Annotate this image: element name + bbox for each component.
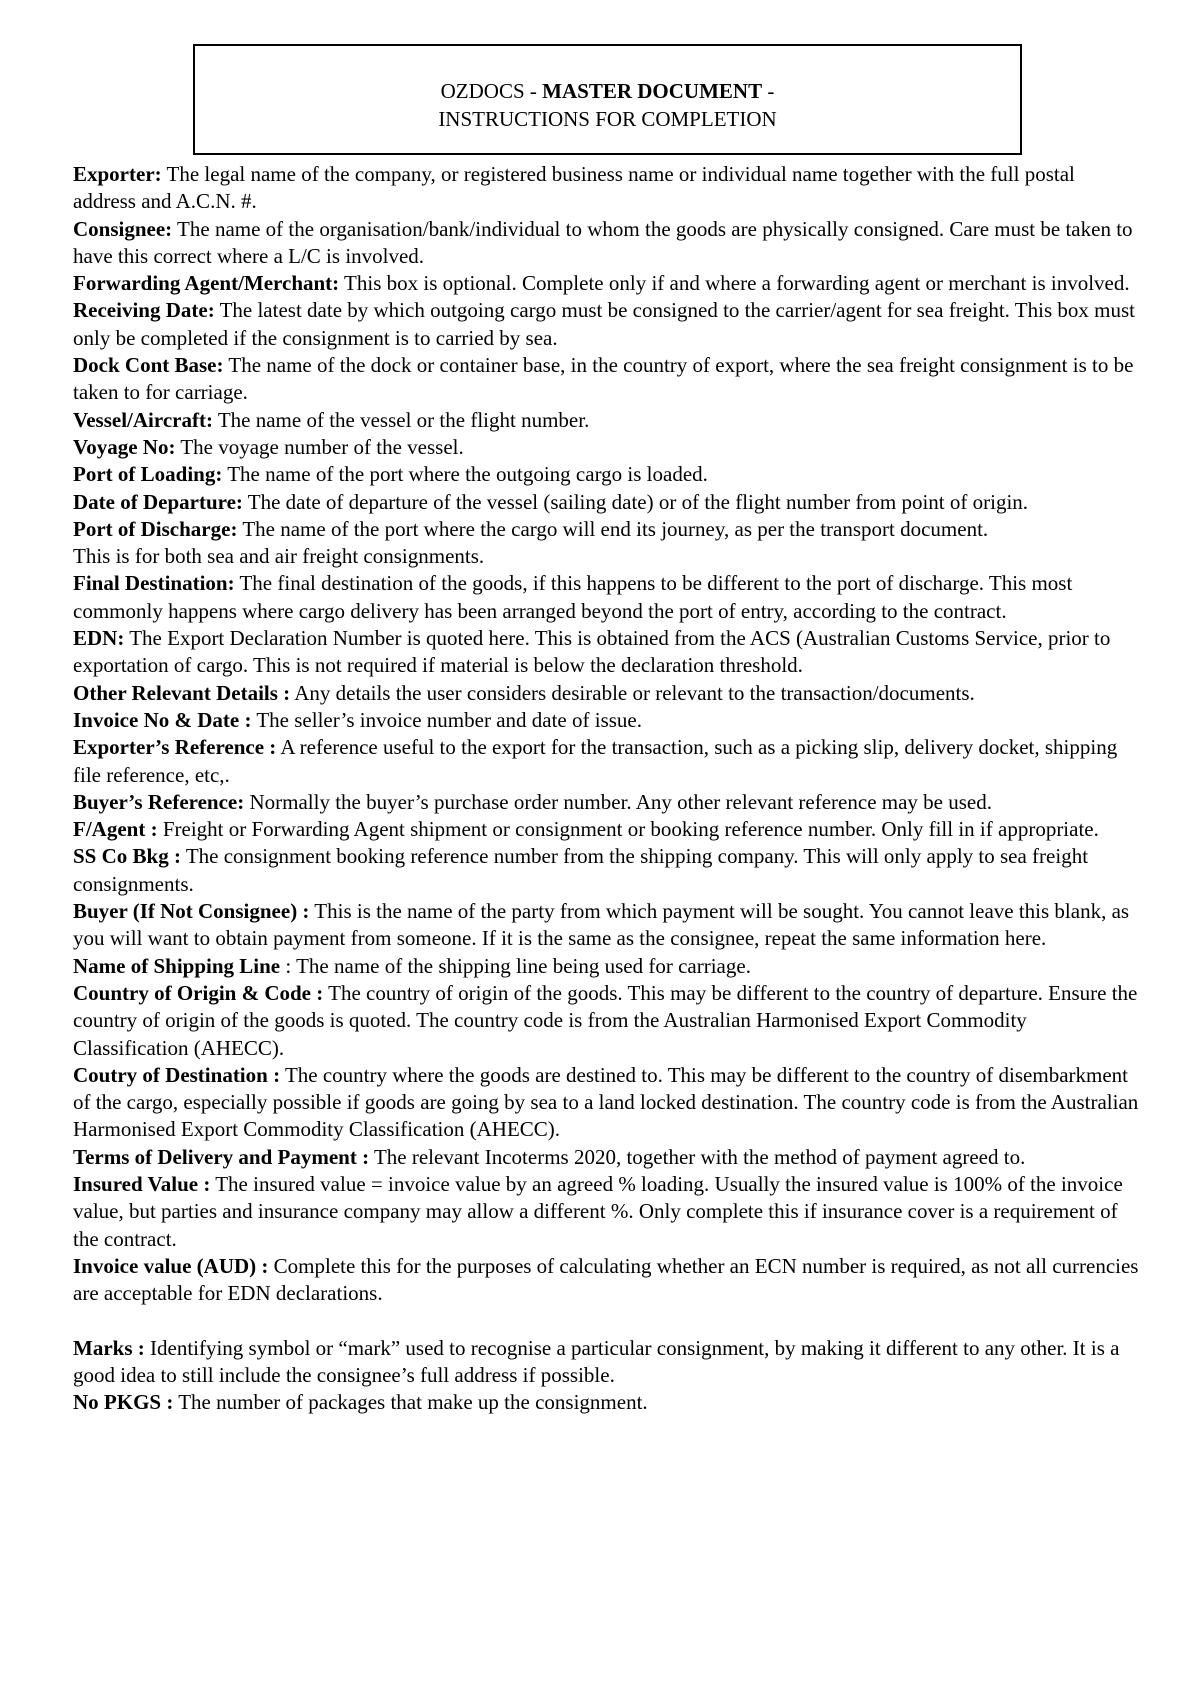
entry-term: Final Destination:: [73, 571, 235, 596]
instruction-entry: [73, 1389, 1143, 1416]
entry-term: Exporter:: [73, 162, 162, 186]
entry-description: The number of packages that make up the consignment.: [173, 1390, 648, 1415]
entry-term: Invoice value (AUD) :: [73, 1253, 269, 1278]
entry-term: Port of Discharge:: [73, 516, 238, 541]
entry-term: Port of Loading:: [73, 462, 223, 487]
title-line-2: INSTRUCTIONS FOR COMPLETION: [438, 107, 777, 131]
entry-term: Coutry of Destination :: [73, 1062, 281, 1087]
entry-term: Buyer (If Not Consignee) :: [73, 899, 310, 924]
entry-description: Normally the buyer’s purchase order number. Any other relevant reference may be used.: [244, 789, 992, 814]
instruction-entry: [73, 216, 1143, 271]
entry-term: Receiving Date:: [73, 298, 215, 323]
entry-term: Exporter’s Reference :: [73, 735, 277, 760]
instruction-entry: [73, 734, 1143, 789]
instruction-entry: [73, 898, 1143, 953]
blank-line: [73, 1307, 1143, 1334]
instruction-entry: [73, 980, 1143, 1062]
entry-term: Forwarding Agent/Merchant:: [73, 271, 340, 296]
instruction-entry: [73, 1144, 1143, 1171]
entry-term: Dock Cont Base:: [73, 353, 224, 378]
instruction-entry: [73, 789, 1143, 816]
instruction-entry: [73, 270, 1143, 297]
entry-term: SS Co Bkg :: [73, 844, 181, 869]
entry-description: This is for both sea and air freight consignments.: [73, 544, 485, 569]
instruction-entry: [73, 543, 1143, 570]
entry-description: The name of the vessel or the flight number.: [212, 407, 590, 432]
entry-description: The final destination of the goods, if this happens to be different to the port of discharge. This most commonly happens where cargo delivery has been arranged beyond the port of entry, according to the contract.: [73, 571, 1073, 623]
instruction-entry: [73, 297, 1143, 352]
instruction-entry: [73, 461, 1143, 488]
entry-description: The country where the goods are destined to. This may be different to the country of disembarkment of the cargo, especially possible if goods are going by sea to a land locked destination. The country code is from the Australian Harmonised Export Commodity Classification (AHECC).: [73, 1062, 1139, 1142]
entry-term: F/Agent :: [73, 817, 158, 842]
entry-description: This box is optional. Complete only if and where a forwarding agent or merchant is involved.: [339, 271, 1130, 296]
entry-term: Insured Value :: [73, 1171, 211, 1196]
instruction-entry: [73, 352, 1143, 407]
entry-description: Identifying symbol or “mark” used to recognise a particular consignment, by making it different to any other. It is a good idea to still include the consignee’s full address if possible.: [73, 1335, 1120, 1388]
entry-term: No PKGS :: [73, 1390, 174, 1415]
entry-description: This is the name of the party from which payment will be sought. You cannot leave this blank, as you will want to obtain payment from someone. If it is the same as the consignee, repeat the same information here.: [73, 899, 1130, 951]
entry-description: The country of origin of the goods. This may be different to the country of departure. Ensure the country of origin of the goods is quoted. The country code is from the Australian Harmonised Export Commodity Classification (AHECC).: [73, 980, 1138, 1060]
entry-description: The seller’s invoice number and date of issue.: [251, 707, 642, 732]
instruction-entry: [73, 161, 1143, 216]
title-prefix: OZDOCS -: [440, 79, 543, 103]
title-suffix: -: [762, 79, 775, 103]
title-master-document: MASTER DOCUMENT: [542, 79, 763, 103]
instruction-entry: [73, 1062, 1143, 1144]
instruction-entry: [73, 516, 1143, 543]
instruction-entry: [73, 816, 1143, 843]
entry-term: Buyer’s Reference:: [73, 789, 245, 814]
entry-term: Date of Departure:: [73, 489, 243, 514]
entry-term: EDN:: [73, 626, 125, 651]
entry-description: The date of departure of the vessel (sailing date) or of the flight number from point of origin.: [242, 489, 1029, 514]
entry-description: The relevant Incoterms 2020, together with the method of payment agreed to.: [369, 1144, 1026, 1169]
instruction-entry: [73, 843, 1143, 898]
entry-description: The name of the port where the cargo will end its journey, as per the transport document.: [237, 516, 989, 541]
entry-term: Consignee:: [73, 216, 173, 241]
entry-term: Invoice No & Date :: [73, 707, 252, 732]
instructions-list: [73, 161, 1143, 1417]
instruction-entry: [73, 707, 1143, 734]
entry-description: Complete this for the purposes of calculating whether an ECN number is required, as not all currencies are acceptable for EDN declarations.: [73, 1253, 1139, 1306]
instruction-entry: [73, 1335, 1143, 1390]
entry-description: Any details the user considers desirable or relevant to the transaction/documents.: [290, 680, 975, 705]
instruction-entry: [73, 570, 1143, 625]
entry-description: The name of the organisation/bank/individual to whom the goods are physically consigned. Care must be taken to have this correct where a L/C is involved.: [73, 216, 1133, 268]
instruction-entry: [73, 1253, 1143, 1308]
entry-term: Marks :: [73, 1335, 145, 1360]
instruction-entry: [73, 489, 1143, 516]
entry-description: The name of the port where the outgoing cargo is loaded.: [222, 462, 708, 487]
instruction-entry: [73, 625, 1143, 680]
entry-term: Terms of Delivery and Payment :: [73, 1144, 370, 1169]
instruction-entry: [73, 1171, 1143, 1253]
entry-term: Other Relevant Details :: [73, 680, 291, 705]
instruction-entry: [73, 434, 1143, 461]
entry-description: The Export Declaration Number is quoted here. This is obtained from the ACS (Australian Customs Service, prior to exportation of cargo. This is not required if material is below the declaration threshold.: [73, 626, 1111, 678]
entry-description: The consignment booking reference number from the shipping company. This will only apply to sea freight consignments.: [73, 844, 1089, 896]
entry-description: The legal name of the company, or registered business name or individual name together with the full postal address and A.C.N. #.: [73, 162, 1075, 214]
entry-term: Name of Shipping Line: [73, 953, 281, 978]
entry-term: Voyage No:: [73, 434, 176, 459]
entry-term: Country of Origin & Code :: [73, 980, 324, 1005]
entry-description: A reference useful to the export for the transaction, such as a picking slip, delivery docket, shipping file reference, etc,.: [73, 735, 1118, 787]
entry-description: The voyage number of the vessel.: [175, 434, 464, 459]
title-line-1: [195, 77, 1020, 105]
entry-description: : The name of the shipping line being used for carriage.: [280, 953, 751, 978]
entry-term: Vessel/Aircraft:: [73, 407, 213, 432]
entry-description: Freight or Forwarding Agent shipment or consignment or booking reference number. Only fill in if appropriate.: [157, 817, 1099, 842]
entry-description: The latest date by which outgoing cargo must be consigned to the carrier/agent for sea freight. This box must only be completed if the consignment is to carried by sea.: [73, 298, 1135, 350]
instruction-entry: [73, 953, 1143, 980]
document-title-box: [193, 44, 1022, 155]
entry-description: The name of the dock or container base, in the country of export, where the sea freight consignment is to be taken to for carriage.: [73, 353, 1134, 405]
entry-description: The insured value = invoice value by an agreed % loading. Usually the insured value is 100% of the invoice value, but parties and insurance company may allow a different %. Only complete this if insurance cover is a requirement of the contract.: [73, 1171, 1123, 1251]
instruction-entry: [73, 407, 1143, 434]
instruction-entry: [73, 680, 1143, 707]
